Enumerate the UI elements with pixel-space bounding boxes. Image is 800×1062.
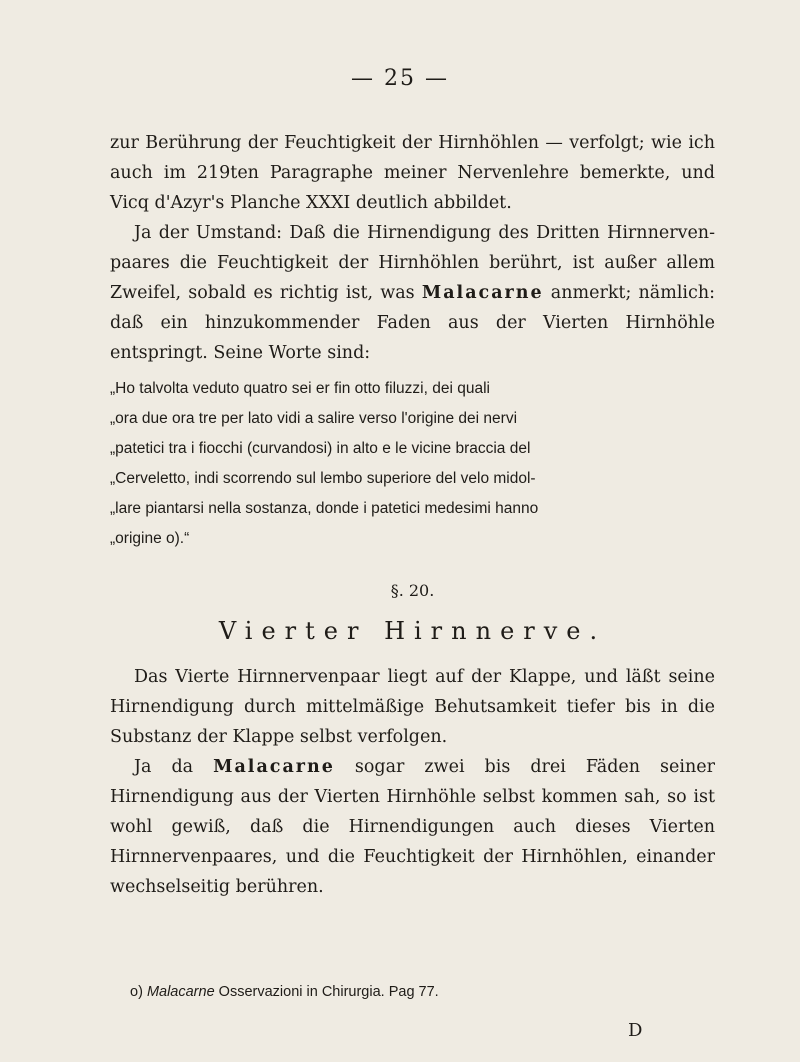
footnote-marker: o): [130, 984, 143, 1000]
paragraph-1: zur Berührung der Feuchtigkeit der Hirnhöhlen — verfolgt; wie ich auch im 219ten Paragraphe meiner Nervenlehre bemerkte, und Vicq d'Azyr's Planche XXXI deutlich abbildet.: [110, 133, 715, 213]
paragraph-2: [110, 218, 715, 368]
footnote-author: Malacarne: [146, 984, 215, 1000]
catchword: D: [628, 1020, 643, 1041]
body-text: [110, 128, 715, 902]
section-number: §. 20.: [390, 581, 435, 600]
italian-quote: [110, 374, 715, 554]
author-name-malacarne: Malacarne: [213, 757, 335, 777]
quote-line: „lare piantarsi nella sostanza, donde i patetici medesimi hanno: [110, 500, 539, 517]
footnote: [130, 984, 439, 1000]
section-title: Vierter Hirnnerve.: [218, 617, 607, 645]
paragraph-2-after: anmerkt; nämlich: daß ein hinzukommender Faden aus der Vierten Hirnhöhle entspringt. Seine Worte sind:: [110, 283, 715, 363]
paragraph-4: [110, 752, 715, 902]
footnote-text: Osservazioni in Chirurgia. Pag 77.: [218, 984, 439, 1000]
paragraph-4-before: Ja da: [134, 757, 194, 777]
quote-line: „origine o).“: [110, 530, 190, 547]
paragraph-2-before: Ja der Umstand: Daß die Hirnendigung des Dritten Hirnnerven-paares die Feuchtigkeit der Hirnhöhlen berührt, ist außer allem Zweifel, sobald es richtig ist, was: [110, 223, 715, 303]
quote-line: „Cerveletto, indi scorrendo sul lembo superiore del velo midol-: [110, 470, 536, 487]
quote-line: „patetici tra i fiocchi (curvandosi) in alto e le vicine braccia del: [110, 440, 531, 457]
paragraph-3: Das Vierte Hirnnervenpaar liegt auf der Klappe, und läßt seine Hirnendigung durch mittelmäßige Behutsamkeit tiefer bis in die Substanz der Klappe selbst verfolgen.: [110, 667, 715, 747]
page-number: — 25 —: [351, 66, 449, 91]
author-name-malacarne: Malacarne: [421, 283, 544, 303]
quote-line: „ora due ora tre per lato vidi a salire verso l'origine dei nervi: [110, 410, 518, 427]
paragraph-4-after: sogar zwei bis drei Fäden seiner Hirnendigung aus der Vierten Hirnhöhle selbst kommen sah, so ist wohl gewiß, daß die Hirnendigungen auch dieses Vierten Hirnnervenpaares, und die Feuchtigkeit der Hirnhöhlen, einander wechselseitig berühren.: [110, 757, 715, 897]
quote-line: „Ho talvolta veduto quatro sei er fin otto filuzzi, dei quali: [110, 380, 490, 397]
